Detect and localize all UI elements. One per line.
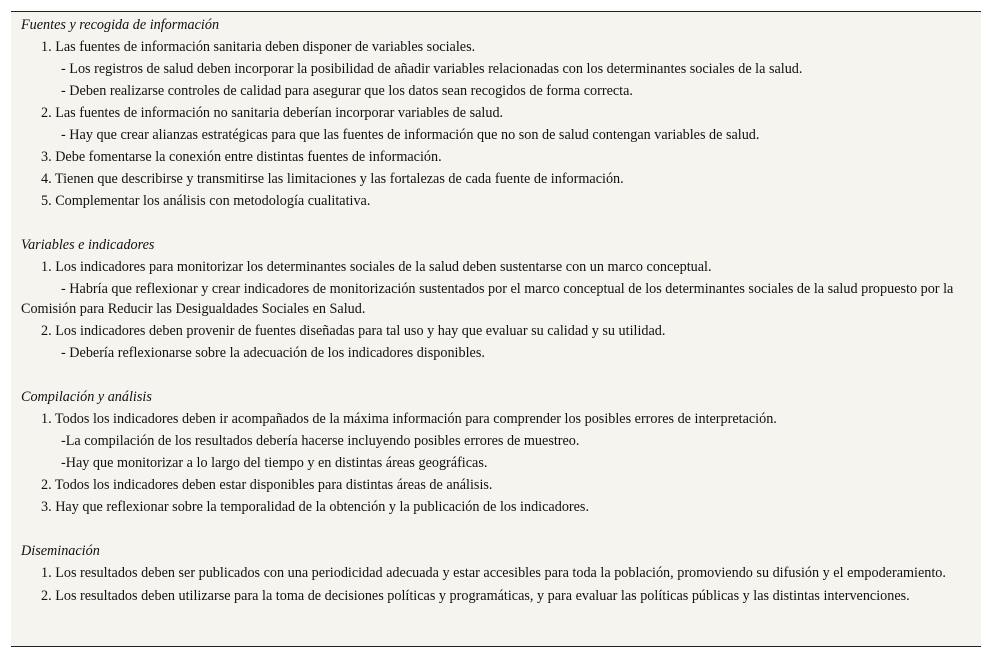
list-item: 2. Los indicadores deben provenir de fuentes diseñadas para tal uso y hay que evaluar su calidad y su utilidad. (41, 323, 666, 339)
list-item: 3. Debe fomentarse la conexión entre distintas fuentes de información. (41, 149, 442, 165)
list-item: 2. Los resultados deben utilizarse para la toma de decisiones políticas y programáticas, y para evaluar las políticas públicas y las distintas intervenciones. (41, 588, 910, 604)
list-item: 1. Los resultados deben ser publicados con una periodicidad adecuada y estar accesibles para toda la población, promoviendo su difusión y el empoderamiento. (41, 565, 946, 581)
recommendations-table (11, 11, 981, 647)
section-title-compilacion: Compilación y análisis (21, 389, 152, 405)
section-gap (21, 518, 973, 540)
list-item: 2. Todos los indicadores deben estar disponibles para distintas áreas de análisis. (41, 477, 493, 493)
sub-item: - Debería reflexionarse sobre la adecuación de los indicadores disponibles. (61, 345, 485, 361)
sub-item: -La compilación de los resultados debería hacerse incluyendo posibles errores de muestreo. (61, 433, 580, 449)
section-title-diseminacion: Diseminación (21, 543, 100, 559)
list-item: 1. Los indicadores para monitorizar los determinantes sociales de la salud deben sustentarse con un marco conceptual. (41, 259, 712, 275)
list-item: 1. Las fuentes de información sanitaria deben disponer de variables sociales. (41, 39, 476, 55)
section-gap (21, 212, 973, 234)
section-title-fuentes: Fuentes y recogida de información (21, 17, 220, 33)
section-gap (21, 364, 973, 386)
list-item: 2. Las fuentes de información no sanitaria deberían incorporar variables de salud. (41, 105, 504, 121)
table-content (21, 14, 973, 609)
sub-item: - Los registros de salud deben incorporar la posibilidad de añadir variables relacionadas con los determinantes sociales de la salud. (61, 61, 803, 77)
sub-item: - Deben realizarse controles de calidad para asegurar que los datos sean recogidos de forma correcta. (61, 83, 633, 99)
section-title-variables: Variables e indicadores (21, 237, 155, 253)
list-item: 4. Tienen que describirse y transmitirse las limitaciones y las fortalezas de cada fuente de información. (41, 171, 624, 187)
list-item: 3. Hay que reflexionar sobre la temporalidad de la obtención y la publicación de los indicadores. (41, 499, 589, 515)
sub-item: -Hay que monitorizar a lo largo del tiempo y en distintas áreas geográficas. (61, 455, 488, 471)
sub-item: - Habría que reflexionar y crear indicadores de monitorización sustentados por el marco conceptual de los determinantes sociales de la salud propuesto por la Comisión para Reducir las Desigualdades Sociales en Salud. (21, 281, 954, 317)
list-item: 5. Complementar los análisis con metodología cualitativa. (41, 193, 371, 209)
list-item: 1. Todos los indicadores deben ir acompañados de la máxima información para comprender los posibles errores de interpretación. (41, 411, 777, 427)
sub-item: - Hay que crear alianzas estratégicas para que las fuentes de información que no son de salud contengan variables de salud. (61, 127, 760, 143)
